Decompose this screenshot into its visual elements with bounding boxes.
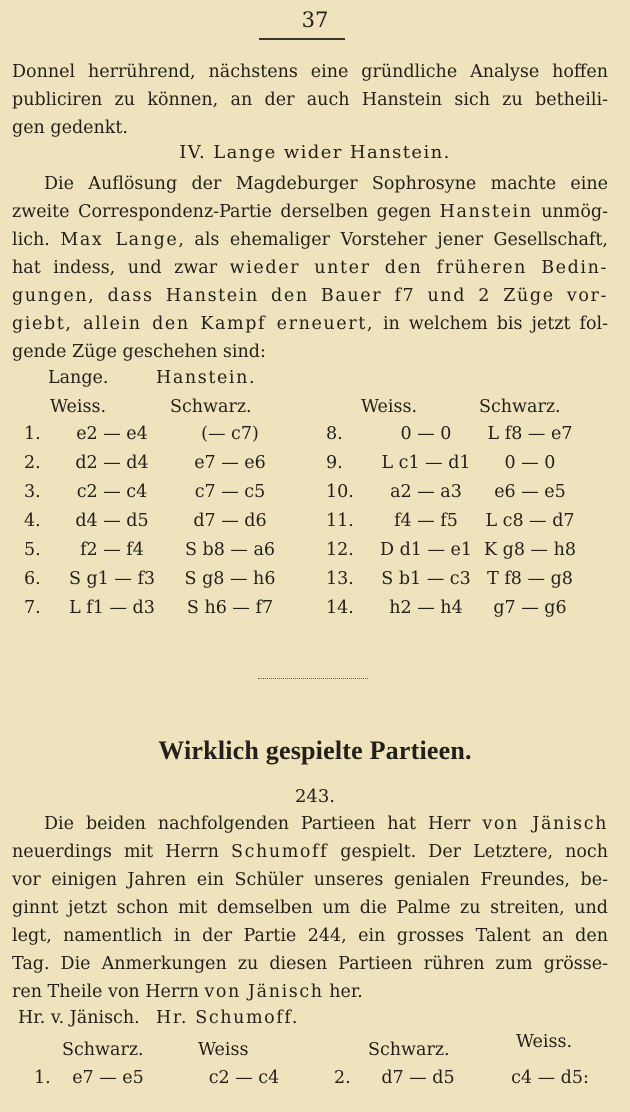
intro-line: Donnel herrührend, nächstens eine gründliche Analyse hoffen	[12, 62, 608, 82]
game-243-paragraph	[12, 810, 608, 1006]
text-line	[12, 810, 608, 838]
column-header-black: Schwarz.	[479, 397, 561, 417]
text-run: zweite Correspondenz-Partie derselben gegen	[12, 202, 440, 222]
text-line	[12, 170, 608, 198]
move-number: 2.	[24, 453, 41, 473]
text-run: her.	[323, 982, 363, 1002]
text-run: Die Auflösung der Magdeburger Sophrosyne machte eine	[44, 174, 608, 194]
white-move: S b1 — c3	[381, 569, 471, 589]
black-move: e7 — e5	[72, 1068, 144, 1088]
text-run: gende Züge geschehen sind:	[12, 342, 266, 362]
move-number: 12.	[326, 540, 354, 560]
section-iv-heading: IV. Lange wider Hanstein.	[179, 142, 451, 163]
text-run: neuerdings mit Herrn	[12, 842, 231, 862]
column-header-black: Schwarz.	[368, 1040, 450, 1060]
black-move: L f8 — e7	[487, 424, 573, 444]
move-number: 10.	[326, 482, 354, 502]
section-heading: Wirklich gespielte Partieen.	[158, 736, 472, 765]
move-number: 2.	[334, 1068, 351, 1088]
text-line	[12, 282, 608, 310]
text-line: Tag. Die Anmerkungen zu diesen Partieen rühren zum grösse-	[12, 954, 608, 974]
white-move: c2 — c4	[208, 1068, 280, 1088]
text-run: lich.	[12, 230, 61, 250]
player-white-name: Lange.	[48, 368, 109, 388]
text-line	[12, 338, 608, 366]
section-divider	[258, 678, 368, 679]
text-line: vor einigen Jahren ein Schüler unseres genialen Freundes, be-	[12, 870, 608, 890]
white-move: f2 — f4	[80, 540, 144, 560]
move-number: 6.	[24, 569, 41, 589]
white-move: h2 — h4	[389, 598, 463, 618]
intro-line: gen gedenkt.	[12, 118, 128, 138]
white-move: D d1 — e1	[379, 540, 473, 560]
move-number: 5.	[24, 540, 41, 560]
white-move: 0 — 0	[400, 424, 452, 444]
black-move: 0 — 0	[504, 453, 556, 473]
text-run: gespielt. Der Letztere, noch	[328, 842, 608, 862]
white-move: c4 — d5:	[511, 1068, 589, 1088]
text-line: ginnt jetzt schon mit demselben um die Palme zu streiten, und	[12, 898, 608, 918]
move-number: 8.	[326, 424, 343, 444]
white-move: e2 — e4	[76, 424, 148, 444]
move-number: 13.	[326, 569, 354, 589]
white-move: a2 — a3	[390, 482, 462, 502]
text-run: unmög-	[532, 202, 608, 222]
text-line	[12, 198, 608, 226]
black-move: T f8 — g8	[487, 569, 573, 589]
black-move: (— c7)	[201, 424, 259, 444]
text-run: , als ehemaliger Vorsteher jener Gesellschaft,	[178, 230, 608, 250]
spaced-name: Hanstein	[439, 202, 533, 222]
black-move: c7 — c5	[194, 482, 266, 502]
white-move: f4 — f5	[394, 511, 458, 531]
player-black-name: Hr. v. Jänisch.	[18, 1008, 140, 1028]
spaced-name: Max Lange	[60, 230, 179, 250]
black-move: K g8 — h8	[483, 540, 577, 560]
column-header-white: Weiss	[198, 1040, 249, 1060]
move-number: 11.	[326, 511, 354, 531]
white-move: L c1 — d1	[381, 453, 471, 473]
move-number: 1.	[34, 1068, 51, 1088]
spaced-text: gungen, dass Hanstein den Bauer f7 und 2 Züge vor-	[12, 286, 608, 306]
text-line: legt, namentlich in der Partie 244, ein grosses Talent an den	[12, 926, 608, 946]
text-line	[12, 254, 608, 282]
move-number: 4.	[24, 511, 41, 531]
text-run: Die beiden nachfolgenden Partieen hat Herr	[44, 814, 483, 834]
page-number-rule	[259, 38, 345, 40]
move-number: 14.	[326, 598, 354, 618]
section-iv-paragraph	[12, 170, 608, 366]
black-move: S b8 — a6	[184, 540, 276, 560]
column-header-black: Schwarz.	[62, 1040, 144, 1060]
white-move: L f1 — d3	[69, 598, 155, 618]
player-white-name: Hr. Schumoff.	[156, 1008, 299, 1028]
black-move: L c8 — d7	[485, 511, 575, 531]
intro-paragraph	[12, 58, 608, 142]
black-move: e7 — e6	[194, 453, 266, 473]
black-move: S g8 — h6	[184, 569, 276, 589]
black-move: d7 — d5	[381, 1068, 455, 1088]
white-move: d2 — d4	[75, 453, 149, 473]
move-number: 1.	[24, 424, 41, 444]
move-number: 9.	[326, 453, 343, 473]
text-run: in welchem bis jetzt fol-	[374, 314, 608, 334]
spaced-name: Schumoff	[231, 842, 329, 862]
page-number: 37	[301, 8, 329, 32]
white-move: d4 — d5	[75, 511, 149, 531]
spaced-name: von Jänisch	[204, 982, 324, 1002]
intro-line: publiciren zu können, an der auch Hanstein sich zu betheili-	[12, 90, 608, 110]
black-move: S h6 — f7	[186, 598, 274, 618]
text-line	[12, 226, 608, 254]
black-move: d7 — d6	[193, 511, 267, 531]
text-line	[12, 978, 608, 1006]
spaced-text: giebt, allein den Kampf erneuert,	[12, 314, 374, 334]
text-line	[12, 310, 608, 338]
game-number: 243.	[294, 786, 336, 807]
column-header-white: Weiss.	[516, 1032, 573, 1052]
move-number: 7.	[24, 598, 41, 618]
column-header-black: Schwarz.	[170, 397, 252, 417]
white-move: c2 — c4	[76, 482, 148, 502]
text-run: ren Theile von Herrn	[12, 982, 205, 1002]
text-run: hat indess, und zwar	[12, 258, 230, 278]
move-number: 3.	[24, 482, 41, 502]
white-move: S g1 — f3	[68, 569, 156, 589]
spaced-text: wieder unter den früheren Bedin-	[229, 258, 608, 278]
column-header-white: Weiss.	[361, 397, 418, 417]
text-line	[12, 838, 608, 866]
player-black-name: Hanstein.	[156, 368, 257, 388]
black-move: g7 — g6	[493, 598, 567, 618]
column-header-white: Weiss.	[50, 397, 107, 417]
spaced-name: von Jänisch	[482, 814, 608, 834]
black-move: e6 — e5	[494, 482, 566, 502]
